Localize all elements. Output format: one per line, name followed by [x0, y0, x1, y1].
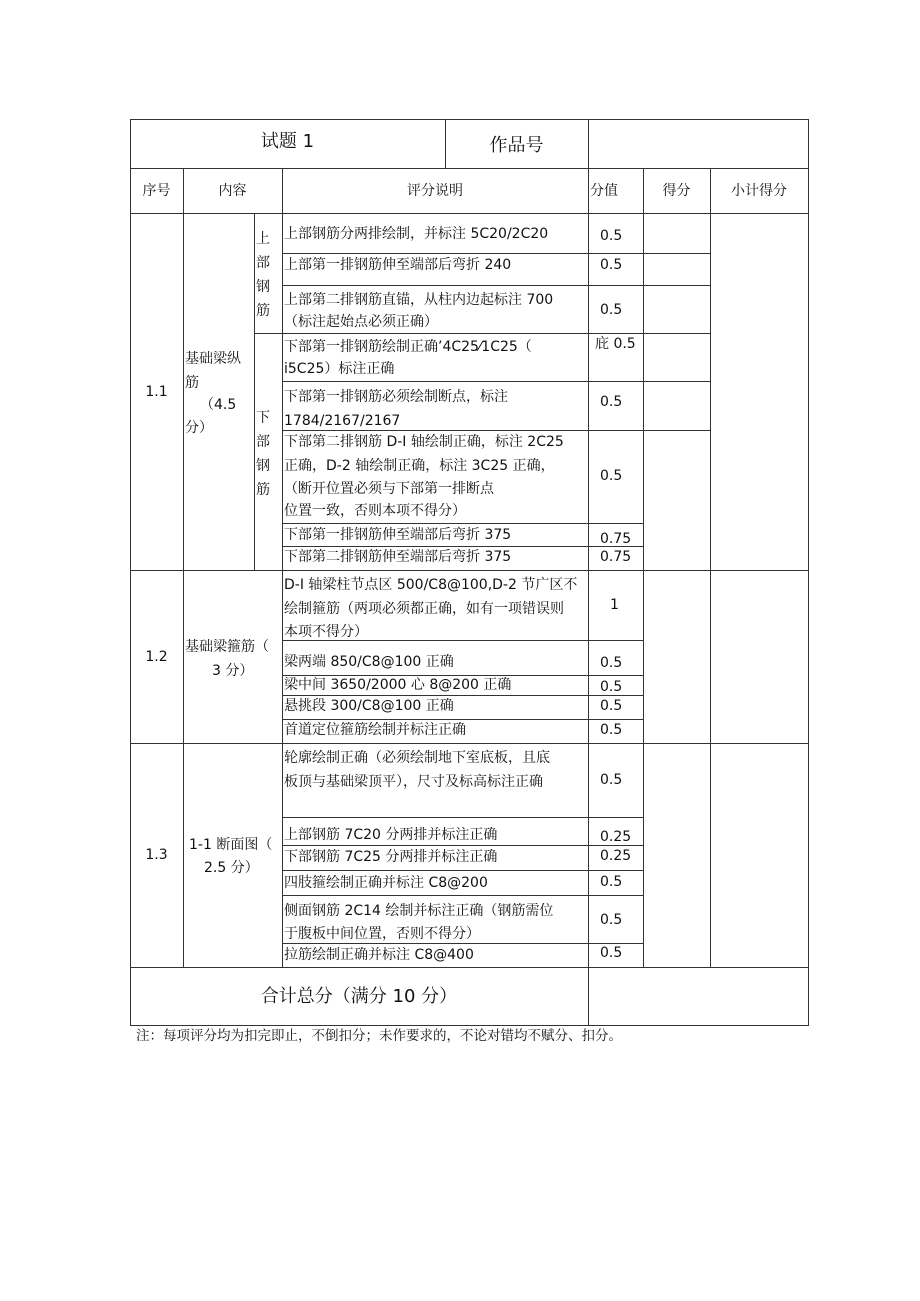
criterion-1-3-5-line2: 于腹板中间位置，否则不得分）: [284, 926, 480, 942]
criterion-1-1-8: 下部第二排钢筋伸至端部后弯折 375: [284, 549, 512, 565]
exam-title: 试题 1: [260, 131, 315, 152]
section-1-2-title-line2: 3 分）: [212, 663, 254, 679]
criterion-1-1-2: 上部第一排钢筋伸至端部后弯折 240: [284, 257, 512, 273]
column-header-subtotal: 小计得分: [731, 183, 787, 199]
criterion-1-1-3-line1: 上部第二排钢筋直锚，从柱内边起标注 700: [284, 292, 554, 308]
criterion-1-3-5-line1: 侧面钢筋 2C14 绘制并标注正确（钢筋需位: [284, 903, 554, 919]
criterion-1-1-1: 上部钢筋分两排绘制，并标注 5C20/2C20: [284, 226, 549, 242]
criterion-1-1-5-line2: 1784/2167/2167: [284, 413, 401, 429]
section-1-2-number: 1.2: [145, 649, 168, 665]
footnote: 注：每项评分均为扣完即止，不倒扣分；未作要求的，不论对错均不赋分、扣分。: [136, 1028, 622, 1044]
section-1-1-title-line4: 分）: [185, 420, 213, 436]
criterion-1-2-3: 梁中间 3650/2000 心 8@200 正确: [284, 677, 512, 693]
section-1-2-title-line1: 基础梁箍筋（: [185, 639, 269, 655]
section-1-3-number: 1.3: [145, 847, 168, 863]
criterion-1-1-3-line2: （标注起始点必须正确）: [284, 314, 438, 330]
points-1-2-2: 0.5: [600, 655, 623, 671]
criterion-1-3-2: 上部钢筋 7C20 分两排并标注正确: [284, 827, 498, 843]
criterion-1-2-5: 首道定位箍筋绘制并标注正确: [284, 722, 466, 738]
points-1-2-4: 0.5: [600, 698, 623, 714]
criterion-1-1-7: 下部第一排钢筋伸至端部后弯折 375: [284, 527, 512, 543]
criterion-1-3-4: 四肢箍绘制正确并标注 C8@200: [284, 875, 488, 891]
criterion-1-3-1-line2: 板顶与基础梁顶平），尺寸及标高标注正确: [284, 774, 543, 790]
points-1-2-1: 1: [610, 597, 619, 613]
points-1-2-3: 0.5: [600, 679, 623, 695]
section-1-1-title-line2: 筋: [185, 375, 199, 391]
criterion-1-2-1-line1: D-I 轴梁柱节点区 500/C8@100,D-2 节广区不: [284, 577, 578, 593]
points-1-3-2: 0.25: [600, 829, 632, 845]
points-1-1-3: 0.5: [600, 302, 623, 318]
criterion-1-2-1-line3: 本项不得分）: [284, 624, 368, 640]
criterion-1-2-2: 梁两端 850/C8@100 正确: [284, 654, 454, 670]
points-1-3-5: 0.5: [600, 912, 623, 928]
column-header-description: 评分说明: [407, 183, 463, 199]
points-1-1-4: 庇 0.5: [595, 336, 636, 352]
criterion-1-1-5-line1: 下部第一排钢筋必须绘制断点，标注: [284, 389, 508, 405]
upper-rebar-label: 上部钢筋: [256, 231, 270, 319]
points-1-1-5: 0.5: [600, 394, 623, 410]
criterion-1-1-6-line1: 下部第二排钢筋 D-I 轴绘制正确，标注 2C25: [284, 434, 564, 450]
points-1-1-6: 0.5: [600, 468, 623, 484]
criterion-1-1-6-line2: 正确，D-2 轴绘制正确，标注 3C25 正确，: [284, 458, 555, 474]
lower-rebar-label: 下部钢筋: [256, 410, 270, 498]
section-1-3-title-line2: 2.5 分）: [204, 860, 259, 876]
points-1-3-6: 0.5: [600, 945, 623, 961]
points-1-1-7: 0.75: [600, 531, 632, 547]
criterion-1-1-4-line2: i5C25）标注正确: [284, 361, 395, 377]
criterion-1-3-3: 下部钢筋 7C25 分两排并标注正确: [284, 849, 498, 865]
section-1-1-title-line3: （4.5: [200, 397, 237, 413]
points-1-2-5: 0.5: [600, 722, 623, 738]
total-score-label: 合计总分（满分 10 分）: [260, 986, 458, 1007]
column-header-seq: 序号: [142, 183, 171, 199]
points-1-1-1: 0.5: [600, 228, 623, 244]
points-1-1-8: 0.75: [600, 549, 632, 565]
points-1-3-3: 0.25: [600, 848, 632, 864]
section-1-1-title-line1: 基础梁纵: [185, 351, 241, 367]
points-1-3-1: 0.5: [600, 772, 623, 788]
criterion-1-2-1-line2: 绘制箍筋（两项必须都正确，如有一项错误则: [284, 601, 564, 617]
work-number-label: 作品号: [489, 135, 544, 156]
points-1-1-2: 0.5: [600, 257, 623, 273]
criterion-1-1-6-line3: （断开位置必须与下部第一排断点: [284, 481, 494, 497]
criterion-1-3-1-line1: 轮廓绘制正确（必须绘制地下室底板，且底: [284, 750, 550, 766]
criterion-1-1-6-line4: 位置一致，否则本项不得分）: [284, 503, 466, 519]
criterion-1-2-4: 悬挑段 300/C8@100 正确: [284, 698, 454, 714]
section-1-3-title-line1: 1-1 断面图（: [189, 837, 273, 853]
points-1-3-4: 0.5: [600, 874, 623, 890]
column-header-score: 得分: [662, 183, 691, 199]
criterion-1-1-4-line1: 下部第一排钢筋绘制正确’4C25⁄1C25（: [284, 339, 532, 355]
column-header-content: 内容: [218, 183, 247, 199]
section-1-1-number: 1.1: [145, 384, 168, 400]
column-header-points: 分值: [590, 183, 618, 199]
criterion-1-3-6: 拉筋绘制正确并标注 C8@400: [284, 947, 474, 963]
